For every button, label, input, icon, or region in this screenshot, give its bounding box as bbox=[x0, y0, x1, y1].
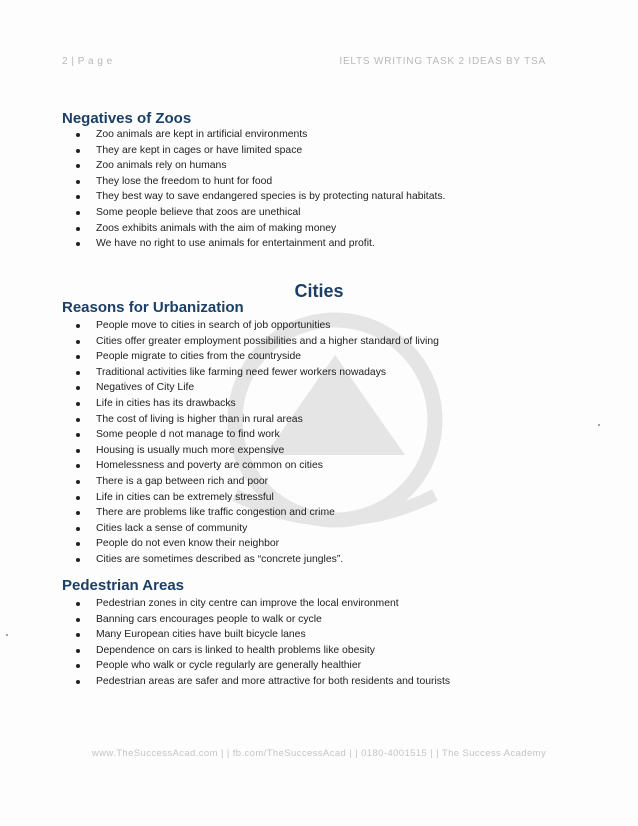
pedestrian-item-text: Pedestrian areas are safer and more attractive for both residents and tourists bbox=[96, 675, 451, 687]
bullet-icon bbox=[76, 680, 80, 684]
pedestrian-item-text: Banning cars encourages people to walk or cycle bbox=[96, 613, 322, 625]
zoos-item-text: They are kept in cages or have limited space bbox=[96, 144, 303, 156]
urbanization-list-item bbox=[74, 365, 439, 381]
zoos-section-title: Negatives of Zoos bbox=[62, 110, 192, 127]
cities-heading: Cities bbox=[294, 281, 344, 301]
pedestrian-item-text: Many European cities have built bicycle lanes bbox=[96, 629, 306, 641]
bullet-icon bbox=[76, 371, 80, 375]
bullet-icon bbox=[76, 480, 80, 484]
zoos-item-text: Some people believe that zoos are unethical bbox=[96, 206, 301, 218]
zoos-list-item bbox=[74, 127, 445, 143]
pedestrian-item-text: Pedestrian zones in city centre can improve the local environment bbox=[96, 598, 399, 609]
zoos-item-text: Zoos exhibits animals with the aim of making money bbox=[96, 222, 337, 234]
urbanization-list-item bbox=[74, 474, 439, 490]
urbanization-item-text: Housing is usually much more expensive bbox=[96, 444, 285, 456]
urbanization-item-text: Homelessness and poverty are common on cities bbox=[96, 460, 323, 472]
pedestrian-list-item bbox=[74, 596, 450, 612]
pedestrian-list-item bbox=[74, 612, 450, 628]
bullet-icon bbox=[76, 542, 80, 546]
bullet-icon bbox=[76, 449, 80, 453]
urbanization-section-title: Reasons for Urbanization bbox=[62, 299, 244, 316]
bullet-icon bbox=[76, 418, 80, 422]
zoos-list-item bbox=[74, 205, 445, 221]
bullet-icon bbox=[76, 527, 80, 531]
scan-speck bbox=[6, 634, 8, 636]
urbanization-list-item bbox=[74, 380, 439, 396]
pedestrian-item-text: People who walk or cycle regularly are generally healthier bbox=[96, 660, 362, 672]
urbanization-item-text: People do not even know their neighbor bbox=[96, 538, 280, 550]
zoos-item-text: Zoo animals are kept in artificial environments bbox=[96, 129, 308, 140]
document-title: IELTS WRITING TASK 2 IDEAS BY TSA bbox=[339, 56, 546, 67]
bullet-icon bbox=[76, 402, 80, 406]
bullet-icon bbox=[76, 242, 80, 246]
bullet-icon bbox=[76, 180, 80, 184]
urbanization-item-text: Some people d not manage to find work bbox=[96, 429, 280, 441]
bullet-icon bbox=[76, 340, 80, 344]
bullet-icon bbox=[76, 324, 80, 328]
pedestrian-list-item bbox=[74, 627, 450, 643]
bullet-icon bbox=[76, 355, 80, 359]
zoos-bullet-list bbox=[74, 127, 445, 252]
urbanization-item-text: Cities are sometimes described as “concrete jungles”. bbox=[96, 553, 344, 565]
urbanization-list-item bbox=[74, 396, 439, 412]
urbanization-item-text: There is a gap between rich and poor bbox=[96, 475, 269, 487]
urbanization-list-item bbox=[74, 427, 439, 443]
bullet-icon bbox=[76, 618, 80, 622]
urbanization-item-text: Traditional activities like farming need fewer workers nowadays bbox=[96, 366, 387, 378]
page-header bbox=[62, 56, 546, 72]
urbanization-item-text: Cities lack a sense of community bbox=[96, 522, 248, 534]
bullet-icon bbox=[76, 464, 80, 468]
urbanization-list-item bbox=[74, 552, 439, 568]
bullet-icon bbox=[76, 511, 80, 515]
zoos-list-item bbox=[74, 189, 445, 205]
urbanization-list-item bbox=[74, 505, 439, 521]
bullet-icon bbox=[76, 227, 80, 231]
urbanization-item-text: People move to cities in search of job opportunities bbox=[96, 320, 331, 331]
bullet-icon bbox=[76, 664, 80, 668]
pedestrian-item-text: Dependence on cars is linked to health problems like obesity bbox=[96, 644, 375, 656]
bullet-icon bbox=[76, 496, 80, 500]
urbanization-list-item bbox=[74, 318, 439, 334]
bullet-icon bbox=[76, 649, 80, 653]
zoos-item-text: Zoo animals rely on humans bbox=[96, 160, 227, 172]
urbanization-list-item bbox=[74, 536, 439, 552]
pedestrian-list-item bbox=[74, 674, 450, 690]
bullet-icon bbox=[76, 211, 80, 215]
bullet-icon bbox=[76, 133, 80, 137]
page-number: 2 | P a g e bbox=[62, 56, 113, 67]
urbanization-list-item bbox=[74, 443, 439, 459]
urbanization-item-text: The cost of living is higher than in rural areas bbox=[96, 413, 303, 425]
bullet-icon bbox=[76, 602, 80, 606]
urbanization-item-text: There are problems like traffic congestion and crime bbox=[96, 507, 335, 519]
bullet-icon bbox=[76, 164, 80, 168]
pedestrian-section-title: Pedestrian Areas bbox=[62, 577, 185, 594]
urbanization-item-text: Negatives of City Life bbox=[96, 382, 195, 394]
zoos-list-item bbox=[74, 236, 445, 252]
urbanization-list-item bbox=[74, 458, 439, 474]
page-footer: www.TheSuccessAcad.com | | fb.com/TheSuccessAcad | | 0180-4001515 | | The Success Academy bbox=[91, 748, 547, 759]
bullet-icon bbox=[76, 633, 80, 637]
zoos-item-text: They lose the freedom to hunt for food bbox=[96, 175, 273, 187]
bullet-icon bbox=[76, 433, 80, 437]
bullet-icon bbox=[76, 558, 80, 562]
urbanization-item-text: Life in cities has its drawbacks bbox=[96, 397, 236, 409]
scan-speck bbox=[598, 424, 600, 426]
zoos-item-text: We have no right to use animals for entertainment and profit. bbox=[96, 238, 375, 250]
urbanization-item-text: Life in cities can be extremely stressful bbox=[96, 491, 274, 503]
zoos-list-item bbox=[74, 143, 445, 159]
zoos-list-item bbox=[74, 158, 445, 174]
pedestrian-list-item bbox=[74, 658, 450, 674]
zoos-item-text: They best way to save endangered species is by protecting natural habitats. bbox=[96, 191, 446, 203]
urbanization-item-text: Cities offer greater employment possibilities and a higher standard of living bbox=[96, 335, 439, 347]
urbanization-list-item bbox=[74, 412, 439, 428]
urbanization-list-item bbox=[74, 521, 439, 537]
zoos-list-item bbox=[74, 221, 445, 237]
urbanization-bullet-list bbox=[74, 318, 439, 568]
urbanization-item-text: People migrate to cities from the countryside bbox=[96, 351, 302, 363]
pedestrian-list-item bbox=[74, 643, 450, 659]
bullet-icon bbox=[76, 149, 80, 153]
bullet-icon bbox=[76, 386, 80, 390]
urbanization-list-item bbox=[74, 334, 439, 350]
urbanization-list-item bbox=[74, 349, 439, 365]
pedestrian-bullet-list bbox=[74, 596, 450, 690]
zoos-list-item bbox=[74, 174, 445, 190]
urbanization-list-item bbox=[74, 490, 439, 506]
bullet-icon bbox=[76, 195, 80, 199]
